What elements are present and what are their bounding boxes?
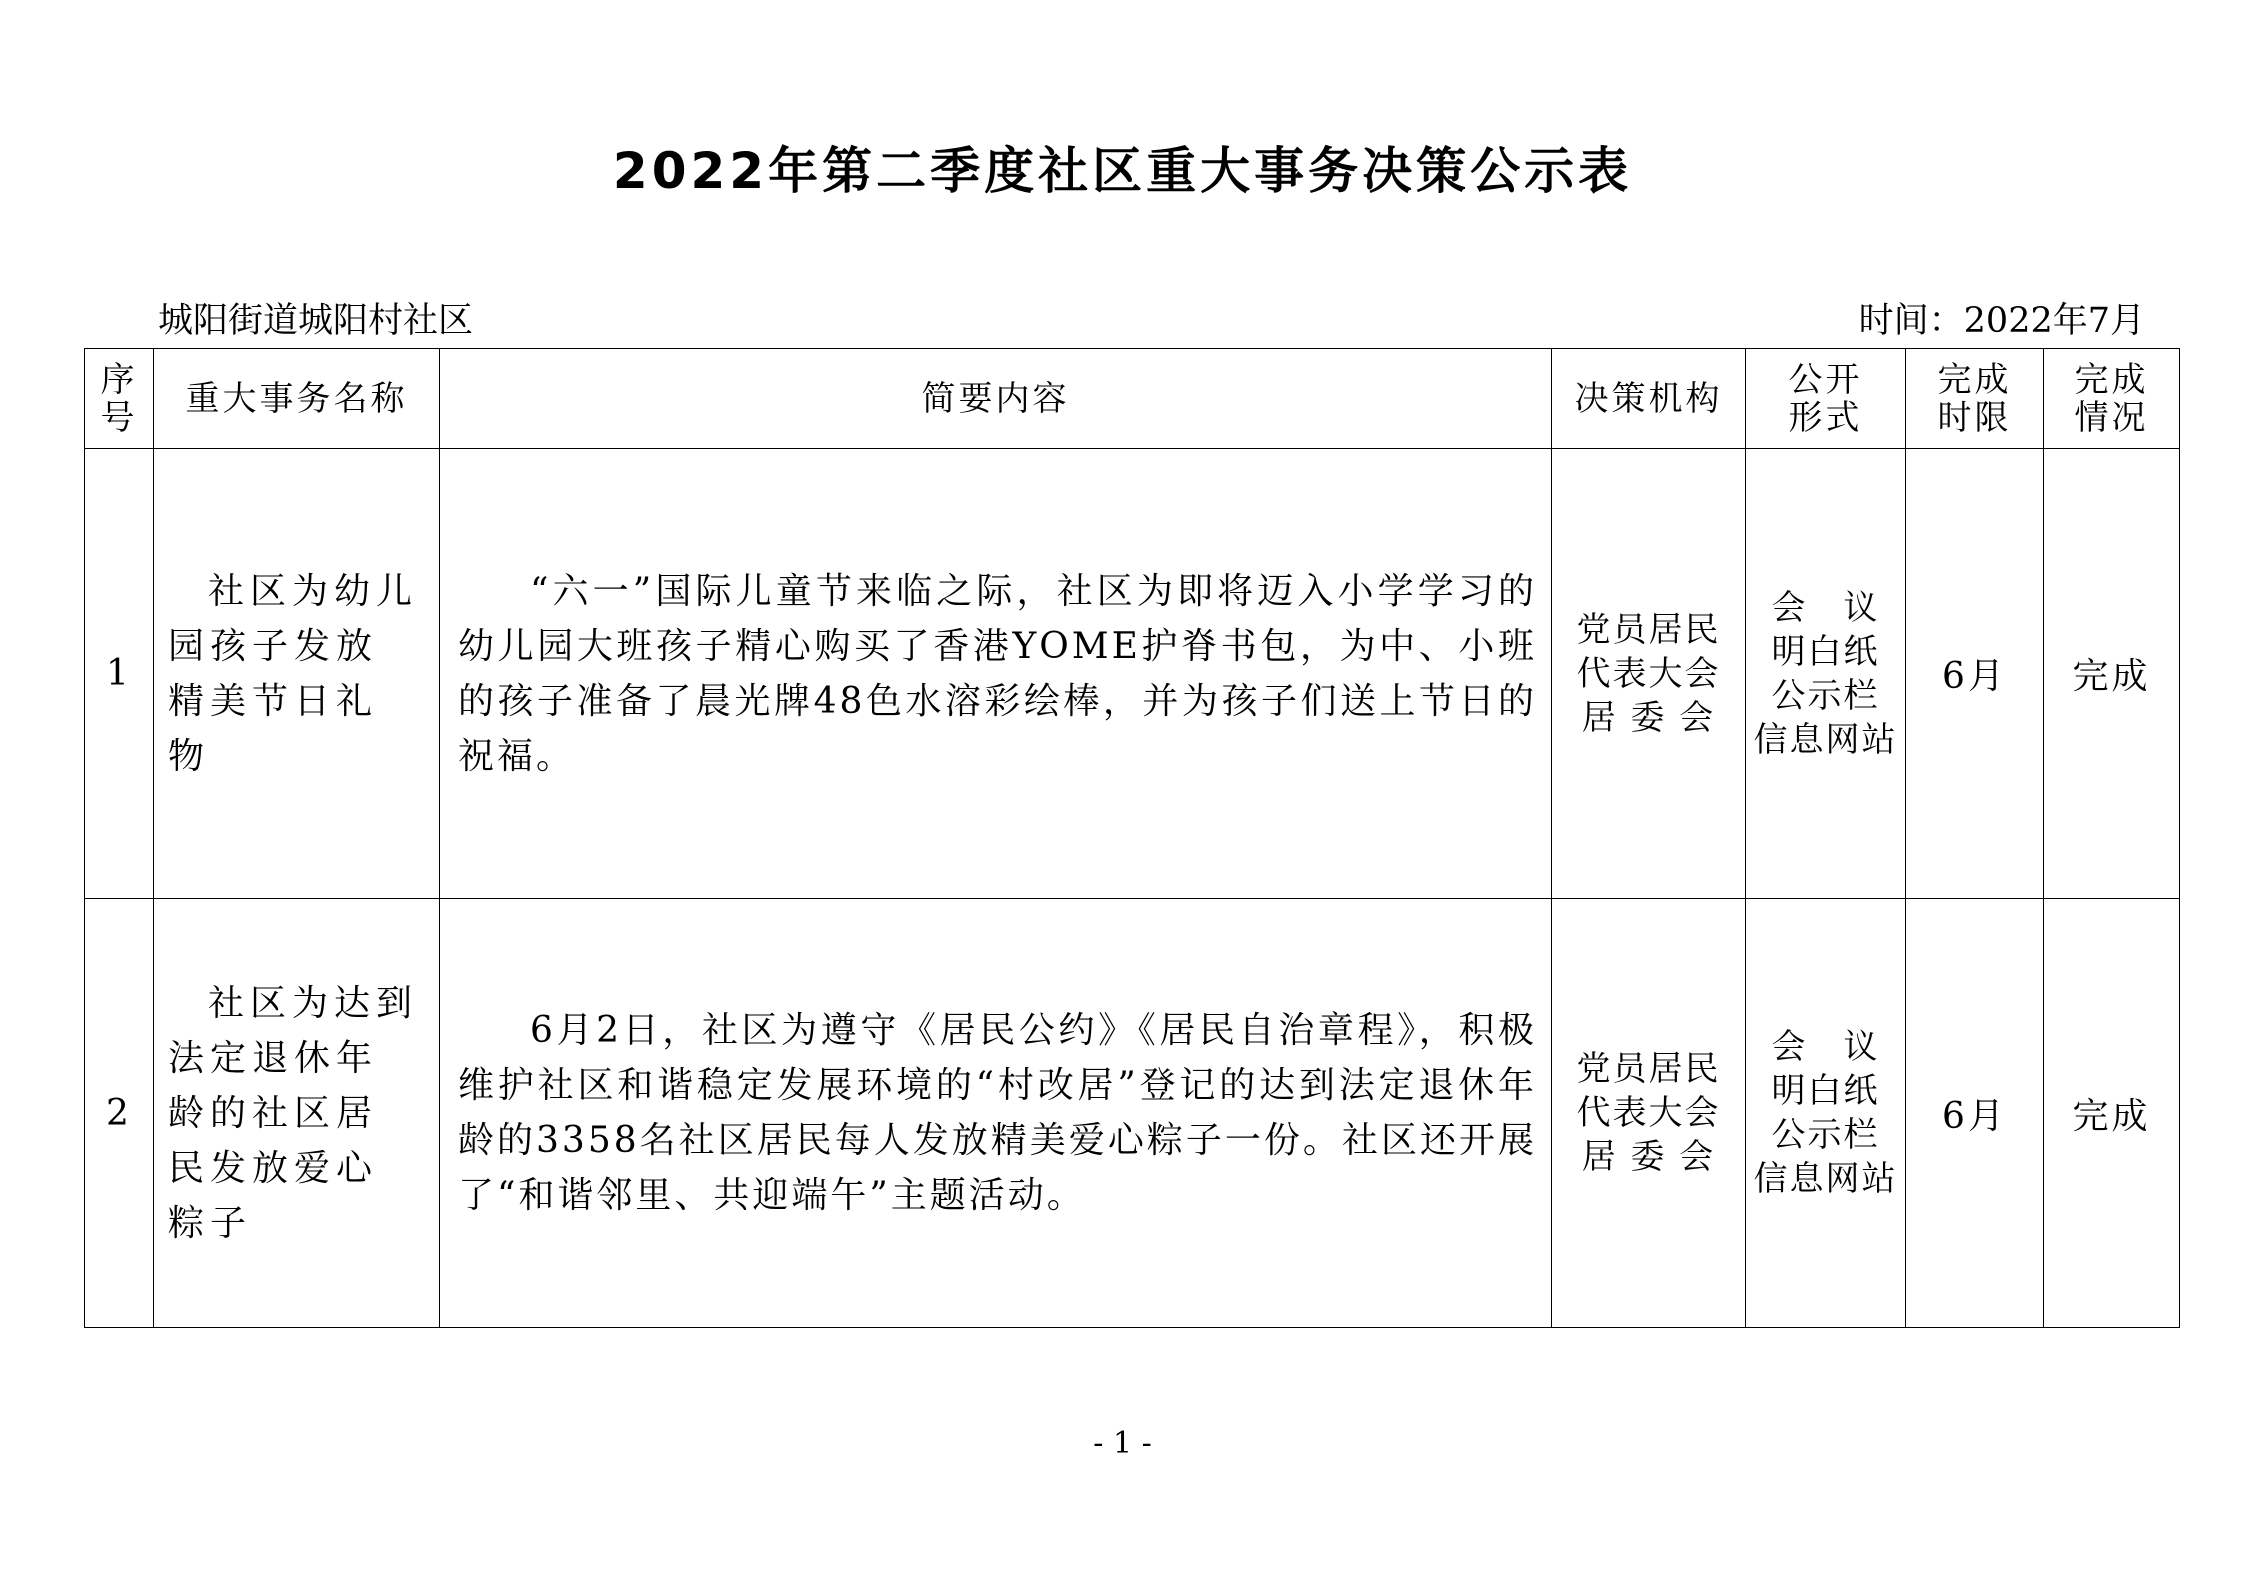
decision-table	[84, 348, 2180, 1328]
row-index: 1	[85, 449, 154, 899]
document-title: 2022年第二季度社区重大事务决策公示表	[612, 142, 1633, 200]
row-org: 党员居民 代表大会 居 委 会	[1552, 449, 1746, 899]
header-name: 重大事务名称	[154, 349, 440, 449]
row-form: 会 议 明白纸 公示栏 信息网站	[1746, 449, 1906, 899]
header-status: 完成 情况	[2044, 349, 2180, 449]
row-name: 社区为幼儿园孩子发放精美节日礼物	[154, 449, 440, 899]
header-org: 决策机构	[1552, 349, 1746, 449]
table-row	[85, 899, 2180, 1328]
row-deadline: 6月	[1906, 449, 2044, 899]
page-number: - 1 -	[1093, 1426, 1152, 1461]
header-form: 公开 形式	[1746, 349, 1906, 449]
publish-date: 时间：2022年7月	[1858, 301, 2145, 341]
row-form: 会 议 明白纸 公示栏 信息网站	[1746, 899, 1906, 1328]
row-name: 社区为达到法定退休年龄的社区居民发放爱心粽子	[154, 899, 440, 1328]
row-org: 党员居民 代表大会 居 委 会	[1552, 899, 1746, 1328]
row-content: 6月2日，社区为遵守《居民公约》《居民自治章程》，积极维护社区和谐稳定发展环境的“村改居”登记的达到法定退休年龄的3358名社区居民每人发放精美爱心粽子一份。社区还开展了“和谐邻里、共迎端午”主题活动。	[440, 899, 1552, 1328]
row-deadline: 6月	[1906, 899, 2044, 1328]
header-deadline: 完成 时限	[1906, 349, 2044, 449]
row-content: “六一”国际儿童节来临之际，社区为即将迈入小学学习的幼儿园大班孩子精心购买了香港YOME护脊书包，为中、小班的孩子准备了晨光牌48色水溶彩绘棒，并为孩子们送上节日的祝福。	[440, 449, 1552, 899]
row-status: 完成	[2044, 899, 2180, 1328]
community-name: 城阳街道城阳村社区	[158, 301, 474, 341]
row-status: 完成	[2044, 449, 2180, 899]
header-index: 序 号	[85, 349, 154, 449]
table-row	[85, 449, 2180, 899]
row-index: 2	[85, 899, 154, 1328]
header-content: 简要内容	[440, 349, 1552, 449]
table-header-row	[85, 349, 2180, 449]
